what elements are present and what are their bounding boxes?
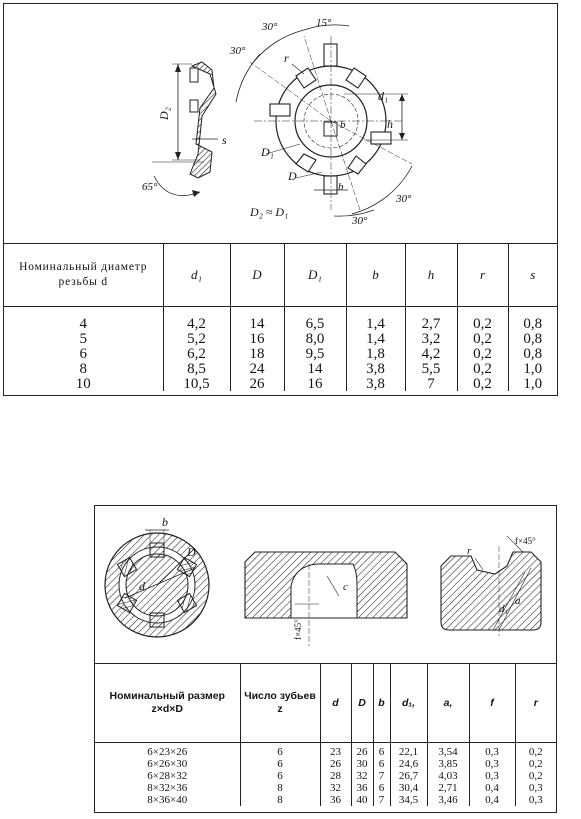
cell-d1: 22,1: [390, 743, 427, 759]
table-header-row: [4, 244, 557, 307]
cell-d1: 24,6: [390, 758, 427, 770]
cell-D1: 16: [284, 376, 346, 391]
cell-D: 18: [230, 346, 284, 361]
cell-d1: 8,5: [163, 361, 230, 376]
cell-d1: 34,5: [390, 794, 427, 806]
angle-30-label: 30°: [230, 45, 246, 57]
cell-r: 0,2: [515, 758, 556, 770]
cell-b: 3,8: [346, 376, 405, 391]
cell-d: 26: [320, 758, 351, 770]
cell-D: 16: [230, 331, 284, 346]
cell-nominal: 6×23×26: [147, 746, 188, 758]
cell-D: 40: [351, 794, 373, 806]
cell-d1: 10,5: [163, 376, 230, 391]
washer-section-view: [152, 62, 218, 197]
cell-D: 30: [351, 758, 373, 770]
header-z: Число зубьев z: [240, 664, 320, 743]
cell-d1: 30,4: [390, 782, 427, 794]
h-label: h: [387, 117, 393, 131]
cell-s: 0,8: [508, 331, 557, 346]
cell-b: 6: [373, 782, 390, 794]
hub-profile: [245, 552, 407, 646]
header-h: h: [405, 244, 457, 307]
cell-nominal: 8: [79, 360, 87, 377]
cell-h: 3,2: [405, 331, 457, 346]
d1-label: d₁: [499, 603, 509, 615]
header-s: s: [508, 244, 557, 307]
cell-s: 0,8: [508, 346, 557, 361]
cell-a: 3,85: [427, 758, 469, 770]
table-row: [95, 758, 556, 770]
table-row: [95, 743, 556, 759]
table-row: [4, 361, 557, 376]
cell-r: 0,2: [457, 331, 508, 346]
lock-washer-table: [4, 243, 557, 391]
spline-drawing: [95, 506, 556, 664]
cell-z: 8: [240, 794, 320, 806]
header-f: f: [469, 664, 515, 743]
cell-b: 7: [373, 770, 390, 782]
d-label: d: [139, 579, 145, 593]
lock-washer-drawing: [4, 4, 557, 244]
cell-D1: 14: [284, 361, 346, 376]
cell-r: 0,2: [457, 361, 508, 376]
cell-D: 32: [351, 770, 373, 782]
b-inner-label: b: [340, 119, 346, 131]
header-D1: D₁: [284, 244, 346, 307]
header-d: d: [320, 664, 351, 743]
spline-table: [95, 663, 556, 806]
cell-a: 2,71: [427, 782, 469, 794]
cell-z: 6: [240, 758, 320, 770]
cell-nominal: 6×26×30: [147, 758, 188, 770]
cell-nominal: 8×36×40: [147, 794, 188, 806]
a-label: a: [515, 595, 521, 607]
header-b: b: [373, 664, 390, 743]
cell-d1: 26,7: [390, 770, 427, 782]
cell-d1: 5,2: [163, 331, 230, 346]
cell-a: 4,03: [427, 770, 469, 782]
D-label: D: [187, 545, 196, 559]
cell-d: 32: [320, 782, 351, 794]
angle-65-label: 65°: [142, 181, 158, 193]
cell-b: 1,8: [346, 346, 405, 361]
table-row: [4, 307, 557, 332]
header-d1: d₁: [163, 244, 230, 307]
cell-f: 0,4: [469, 782, 515, 794]
cell-r: 0,2: [457, 307, 508, 332]
header-nominal: Номинальный диаметр резьбы d: [4, 244, 163, 307]
table-row: [95, 782, 556, 794]
table-row: [4, 331, 557, 346]
cell-D: 26: [351, 743, 373, 759]
cell-nominal: 4: [79, 315, 87, 332]
cell-D1: 9,5: [284, 346, 346, 361]
r-label: r: [467, 545, 472, 557]
cell-d: 23: [320, 743, 351, 759]
header-D: D: [351, 664, 373, 743]
cell-r: 0,2: [457, 346, 508, 361]
chamfer-shaft-label: f×45°: [515, 536, 536, 546]
cell-z: 6: [240, 743, 320, 759]
cell-a: 3,54: [427, 743, 469, 759]
cell-f: 0,3: [469, 758, 515, 770]
D1-label: D₁: [261, 145, 274, 159]
table-row: [4, 346, 557, 361]
d1-label: d₁: [378, 89, 389, 103]
cell-D: 36: [351, 782, 373, 794]
cell-s: 1,0: [508, 376, 557, 391]
cell-s: 1,0: [508, 361, 557, 376]
header-r: r: [457, 244, 508, 307]
header-r: r: [515, 664, 556, 743]
c-label: c: [343, 581, 348, 593]
cell-d1: 4,2: [163, 307, 230, 332]
cell-d1: 6,2: [163, 346, 230, 361]
D2-label: D₂: [157, 107, 171, 120]
b-outer-label: b: [338, 181, 344, 193]
cell-D: 14: [230, 307, 284, 332]
cell-h: 4,2: [405, 346, 457, 361]
cell-r: 0,2: [457, 376, 508, 391]
cell-a: 3,46: [427, 794, 469, 806]
washer-front-view: [236, 25, 412, 216]
cell-b: 6: [373, 758, 390, 770]
header-D: D: [230, 244, 284, 307]
angle-30-label: 30°: [262, 21, 278, 33]
cell-d: 36: [320, 794, 351, 806]
cell-D: 24: [230, 361, 284, 376]
cell-nominal: 10: [75, 375, 91, 392]
spline-panel: [94, 505, 557, 813]
cell-r: 0,3: [515, 782, 556, 794]
cell-r: 0,2: [515, 770, 556, 782]
cell-h: 2,7: [405, 307, 457, 332]
cell-h: 5,5: [405, 361, 457, 376]
angle-15-label: 15°: [316, 17, 332, 29]
table-header-row: [95, 664, 556, 743]
s-label: s: [222, 133, 227, 147]
r-label: r: [284, 51, 289, 65]
angle-30-label: 30°: [352, 215, 368, 227]
cell-f: 0,3: [469, 770, 515, 782]
lock-washer-panel: [3, 3, 558, 396]
cell-nominal: 5: [79, 330, 87, 347]
header-nominal: Номинальный размер z×d×D: [95, 664, 240, 743]
header-d1: d₁,: [390, 664, 427, 743]
cell-d: 28: [320, 770, 351, 782]
cell-D1: 8,0: [284, 331, 346, 346]
cell-nominal: 8×32×36: [147, 782, 188, 794]
table-row: [4, 376, 557, 391]
header-a: a,: [427, 664, 469, 743]
table-row: [95, 770, 556, 782]
shaft-profile: [441, 536, 541, 636]
angle-30-label: 30°: [396, 193, 412, 205]
chamfer-hub-label: f×45°: [293, 619, 303, 640]
cell-r: 0,3: [515, 794, 556, 806]
D-label: D: [288, 169, 297, 183]
cell-f: 0,4: [469, 794, 515, 806]
table-row: [95, 794, 556, 806]
cell-z: 8: [240, 782, 320, 794]
cell-s: 0,8: [508, 307, 557, 332]
cell-D1: 6,5: [284, 307, 346, 332]
b-label: b: [162, 515, 168, 529]
cell-h: 7: [405, 376, 457, 391]
cell-b: 1,4: [346, 307, 405, 332]
relation-label: D₂ ≈ D₁: [250, 205, 289, 219]
cell-z: 6: [240, 770, 320, 782]
cell-b: 7: [373, 794, 390, 806]
cell-D: 26: [230, 376, 284, 391]
cell-b: 1,4: [346, 331, 405, 346]
cell-f: 0,3: [469, 743, 515, 759]
cell-nominal: 6×28×32: [147, 770, 188, 782]
header-b: b: [346, 244, 405, 307]
cell-r: 0,2: [515, 743, 556, 759]
cell-b: 3,8: [346, 361, 405, 376]
cell-b: 6: [373, 743, 390, 759]
cell-nominal: 6: [79, 345, 87, 362]
